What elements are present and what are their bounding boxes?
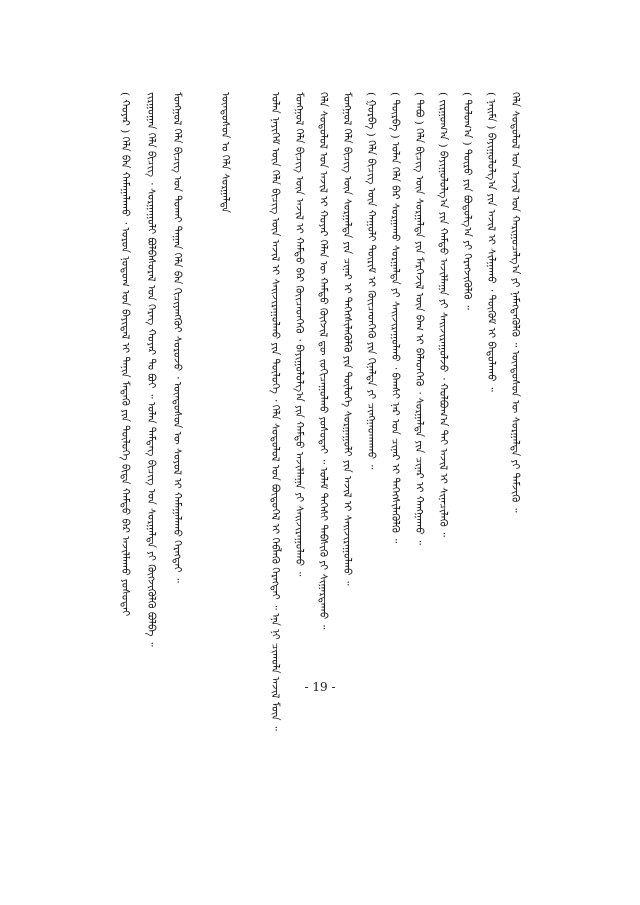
section-heading: ᠦᠨᠳᠦᠰᠦᠨ ᠤ ᠬᠡᠯᠡ ᠰᠤᠷᠭᠠᠯᠲᠠ <box>219 92 231 213</box>
line-9: ᠮᠣᠩᠭᠣᠯ ᠬᠡᠯᠡ ᠪᠢᠴᠢᠭ ᠦᠨ ᠰᠤᠷᠭᠠᠯᠲᠠ ᠶᠢᠨ ᠴᠢᠨᠠᠷ ᠢ ᠳᠡᠭᠡᠭᠰᠢᠯᠡᠭᠦᠯᠬᠦ ᠶᠢᠨ ᠲᠥᠯᠦᠭᠡ ᠰᠤᠷᠭᠠᠭᠤᠯᠢ ᠶᠢᠨ ᠠᠵᠢᠯ ᠢ ᠰᠠᠢᠵᠢᠷᠠᠭᠤᠯᠬᠤ ᠃ <box>341 92 353 586</box>
line-12: ( ᠲᠠᠪᠤ ) ᠬᠡᠯᠡ ᠪᠢᠴᠢᠭ ᠦᠨ ᠰᠤᠷᠭᠠᠯᠲᠠ ᠶᠢᠨ ᠮᠡᠷᠭᠡᠵᠢᠯ ᠦᠨ ᠪᠠᠭ ᠢ ᠪᠡᠯᠡᠳᠬᠡᠬᠦ ᠂ ᠰᠤᠷᠭᠠᠯᠲᠠ ᠶᠢᠨ ᠴᠢᠨᠠᠷ ᠢ ᠬᠠᠩᠭᠠᠬᠤ ᠃ <box>413 92 425 545</box>
line-8: ᠬᠡᠯᠡ ᠰᠤᠳᠤᠯᠤᠯ ᠤᠨ ᠠᠵᠢᠯ ᠢ ᠬᠣᠶᠠᠷ ᠬᠡᠯᠡᠨ ᠦ ᠬᠠᠮᠲᠤ ᠬᠦᠭᠵᠢᠯ ᠳᠦ ᠵᠣᠬᠢᠴᠠᠭᠤᠯᠬᠤ ᠶᠣᠰᠣᠲᠠᠢ ᠃ ᠤᠯᠠᠮ ᠳᠡᠭᠡᠰᠢ ᠳᠡᠪᠰᠢᠬᠦ ᠶᠢ ᠰᠢᠭᠠᠷᠳᠠᠬᠤ ᠃ <box>317 92 329 630</box>
page-number: - 19 - <box>304 680 336 694</box>
line-7: ᠮᠣᠩᠭᠣᠯ ᠬᠡᠯᠡ ᠪᠢᠴᠢᠭ ᠦᠨ ᠠᠵᠢᠯ ᠢ ᠬᠠᠮᠲᠤ ᠪᠡᠷ ᠭᠦᠢᠴᠡᠳᠭᠡᠬᠦ ᠂ ᠪᠠᠶᠢᠭᠤᠯᠤᠯᠭ᠎ᠠ ᠶᠢᠨ ᠬᠠᠮᠲᠤ ᠠᠵᠢᠯᠯᠠᠭᠠ ᠶᠢ ᠰᠠᠢᠵᠢᠷᠠᠭᠤᠯᠬᠤ ᠃ <box>293 92 305 577</box>
line-16: ᠬᠡᠯᠡ ᠰᠤᠳᠤᠯᠤᠯ ᠤᠨ ᠠᠵᠢᠯ ᠤᠨ ᠬᠠᠷᠢᠭᠤᠴᠠᠯᠭ᠎ᠠ ᠶᠢ ᠨᠡᠮᠡᠭᠳᠡᠭᠦᠯᠬᠦ ᠃ ᠦᠨᠳᠦᠰᠦᠨ ᠦ ᠰᠤᠷᠭᠠᠯᠲᠠ ᠶᠢ ᠳᠡᠮᠵᠢᠬᠦ ᠃ <box>509 92 521 513</box>
line-2: ᠵᠢᠷᠭᠤᠭᠠᠨ ᠬᠡᠯᠡ ᠪᠢᠴᠢᠭ ᠂ ᠰᠤᠷᠭᠠᠭᠤᠯᠢ ᠪᠣᠯᠪᠠᠰᠤᠷᠠᠯ ᠤᠨ ᠬᠡᠷᠡᠭ ᠬᠣᠶᠠᠷ ᠲᠤ ᠪᠤᠢ ᠃ ᠣᠯᠠᠨ ᠲᠡᠮᠳᠡᠭ ᠪᠢᠴᠢᠭ ᠤᠨ ᠰᠤᠷᠭᠠᠯᠲᠠ ᠶᠢ ᠬᠦᠭᠵᠢᠭᠦᠯᠬᠦ ᠪᠣᠯᠪᠠ ᠃ <box>145 92 157 647</box>
line-3: ᠮᠣᠩᠭᠣᠯ ᠬᠡᠯᠡ ᠪᠢᠴᠢᠭ ᠤᠨ ᠲᠤᠬᠠᠢ ᠳᠠᠭᠠᠨ ᠬᠡᠯᠡ ᠪᠡᠨ ᠬᠢᠴᠢᠶᠡᠩᠭᠦᠢ ᠰᠤᠷᠤᠵᠤ ᠂ ᠦᠨᠳᠦᠰᠦᠨ ᠦ ᠰᠤᠶᠤᠯ ᠢ ᠬᠠᠮᠠᠭᠠᠯᠠᠬᠤ ᠬᠡᠷᠡᠭᠲᠡᠢ ᠃ <box>171 92 183 583</box>
line-14: ( ᠳᠣᠯᠣᠭ᠎ᠠ ) ᠲᠦᠷᠦ ᠶᠢᠨ ᠪᠣᠳᠤᠯᠭ᠎ᠠ ᠶᠢ ᠬᠡᠷᠡᠭᠵᠢᠭᠦᠯᠬᠦ ᠃ <box>461 92 473 310</box>
line-11: ( ᠳᠥᠷᠪᠡ ) ᠣᠯᠠᠨ ᠬᠡᠯᠡ ᠪᠡᠷ ᠰᠤᠷᠭᠠᠬᠤ ᠰᠤᠷᠭᠠᠯᠲᠠ ᠶᠢ ᠰᠠᠢᠵᠢᠷᠠᠭᠤᠯᠬᠤ ᠂ ᠪᠠᠭᠰᠢ ᠨᠠᠷ ᠤᠨ ᠴᠢᠨᠠᠷ ᠢ ᠳᠡᠭᠡᠭᠰᠢᠯᠡᠭᠦᠯᠬᠦ ᠃ <box>389 92 401 544</box>
line-15: ( ᠨᠠᠢᠮᠠ ) ᠪᠠᠶᠢᠭᠤᠯᠤᠯᠭ᠎ᠠ ᠶᠢᠨ ᠠᠵᠢᠯ ᠢ ᠰᠢᠯᠭᠠᠬᠤ ᠂ ᠳᠦᠭᠦᠮ ᠢ ᠪᠠᠲᠤᠯᠠᠬᠤ ᠃ <box>485 92 497 392</box>
line-10: ( ᠭᠤᠷᠪᠠ ) ᠬᠡᠯᠡ ᠪᠢᠴᠢᠭ ᠦᠨ ᠬᠠᠭᠤᠯᠢ ᠳᠦᠷᠢᠮ ᠢ ᠭᠦᠢᠴᠡᠳᠬᠡᠬᠦ ᠶᠢᠨ ᠬᠢᠨᠠᠯᠲᠠ ᠶᠢ ᠴᠢᠩᠭᠠᠳᠬᠠᠬᠤ ᠃ <box>365 92 377 470</box>
line-1: ( ᠬᠣᠶᠠᠷ ) ᠬᠡᠯᠡ ᠪᠡᠨ ᠬᠠᠮᠠᠭᠠᠯᠠᠬᠤ ᠂ ᠣᠷᠤᠨ ᠨᠤᠲᠤᠭ ᠤᠨ ᠪᠠᠶᠢᠳᠠᠯ ᠢ ᠲᠠᠨᠢᠨ ᠮᠡᠳᠡᠬᠦ ᠶᠢᠨ ᠲᠥᠯᠦᠭᠡ ᠪᠢᠳᠡ ᠬᠠᠮᠲᠤ ᠪᠠᠷ ᠠᠵᠢᠯᠯᠠᠬᠤ ᠶᠤᠰᠤᠲᠠᠢ <box>119 92 131 617</box>
line-6: ᠣᠯᠠᠨ ᠨᠡᠶᠢᠭᠡᠮ ᠦᠨ ᠬᠡᠯᠡ ᠪᠢᠴᠢᠭ ᠦᠨ ᠠᠵᠢᠯ ᠢ ᠰᠠᠢᠵᠢᠷᠠᠭᠤᠯᠬᠤ ᠶᠢᠨ ᠲᠥᠯᠦᠭᠡ ᠂ ᠬᠡᠯᠡ ᠰᠤᠳᠤᠯᠤᠯ ᠤᠨ ᠪᠦᠲᠦᠭᠡᠯ ᠢ ᠬᠡᠪᠯᠡᠬᠦ ᠬᠡᠷᠡᠭᠲᠡᠢ ᠃ ᠡᠨᠡ ᠨᠢ ᠴᠢᠬᠤᠯᠠ ᠠᠵᠢᠯ ᠮᠥᠨ ᠃ <box>269 92 281 731</box>
line-13: ( ᠵᠢᠷᠭᠤᠭ᠎ᠠ ) ᠪᠠᠶᠢᠭᠤᠯᠤᠯᠭ᠎ᠠ ᠶᠢᠨ ᠬᠠᠮᠲᠤ ᠠᠵᠢᠯᠯᠠᠭᠠ ᠶᠢ ᠰᠠᠢᠵᠢᠷᠠᠭᠤᠯᠵᠤ ᠂ ᠬᠣᠯᠪᠣᠭ᠎ᠠ ᠲᠠᠢ ᠠᠵᠢᠯ ᠢ ᠰᠢᠨᠡᠴᠢᠯᠡᠬᠦ ᠃ <box>437 92 449 537</box>
